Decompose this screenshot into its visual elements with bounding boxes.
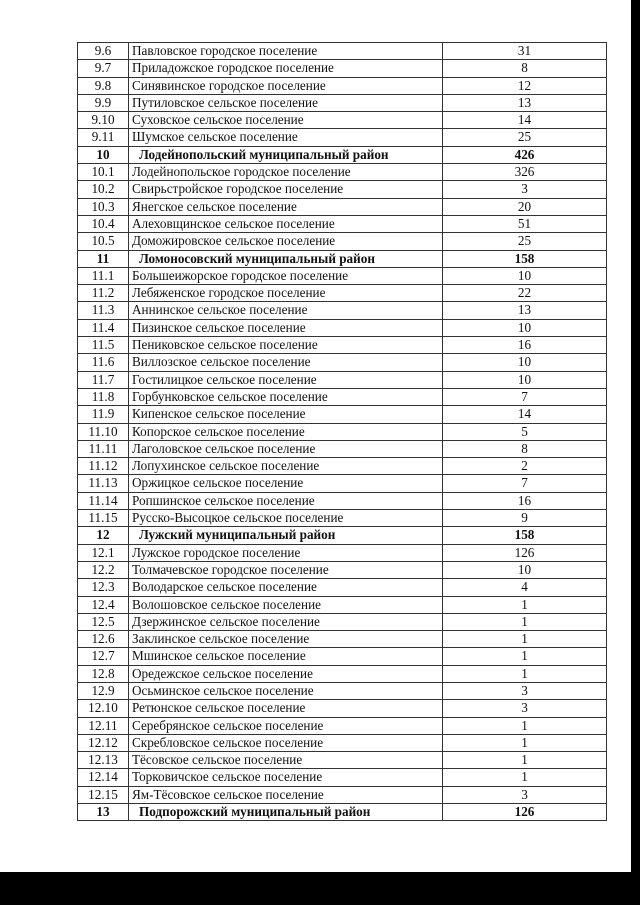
- settlement-value: 126: [443, 544, 607, 561]
- table-row: [78, 129, 607, 146]
- district-row: [78, 527, 607, 544]
- table-row: [78, 769, 607, 786]
- row-number: 9.10: [78, 112, 129, 129]
- settlement-name: Гостилицкое сельское поселение: [129, 371, 443, 388]
- settlement-name: Оредежское сельское поселение: [129, 665, 443, 682]
- settlement-value: 3: [443, 786, 607, 803]
- settlement-name: Серебрянское сельское поселение: [129, 717, 443, 734]
- settlement-value: 4: [443, 579, 607, 596]
- table-row: [78, 94, 607, 111]
- settlement-value: 426: [443, 146, 607, 163]
- row-number: 12.8: [78, 665, 129, 682]
- district-row: [78, 250, 607, 267]
- settlement-name: Горбунковское сельское поселение: [129, 388, 443, 405]
- table-row: [78, 77, 607, 94]
- settlement-name: Мшинское сельское поселение: [129, 648, 443, 665]
- table-row: [78, 388, 607, 405]
- table-row: [78, 164, 607, 181]
- settlement-value: 1: [443, 717, 607, 734]
- table-row: [78, 648, 607, 665]
- settlement-name: Подпорожский муниципальный район: [129, 804, 443, 821]
- row-number: 12.15: [78, 786, 129, 803]
- row-number: 11.6: [78, 354, 129, 371]
- settlement-value: 10: [443, 354, 607, 371]
- district-row: [78, 804, 607, 821]
- table-row: [78, 717, 607, 734]
- settlement-value: 14: [443, 406, 607, 423]
- table-row: [78, 302, 607, 319]
- settlement-name: Янегское сельское поселение: [129, 198, 443, 215]
- settlement-value: 7: [443, 388, 607, 405]
- table-row: [78, 665, 607, 682]
- table-row: [78, 475, 607, 492]
- settlement-value: 10: [443, 319, 607, 336]
- row-number: 12.10: [78, 700, 129, 717]
- settlement-name: Копорское сельское поселение: [129, 423, 443, 440]
- row-number: 11.10: [78, 423, 129, 440]
- settlement-name: Большеижорское городское поселение: [129, 267, 443, 284]
- settlement-value: 5: [443, 423, 607, 440]
- table-row: [78, 458, 607, 475]
- row-number: 11.12: [78, 458, 129, 475]
- settlement-name: Оржицкое сельское поселение: [129, 475, 443, 492]
- row-number: 11.7: [78, 371, 129, 388]
- row-number: 10: [78, 146, 129, 163]
- table-row: [78, 354, 607, 371]
- table-row: [78, 406, 607, 423]
- settlement-value: 10: [443, 371, 607, 388]
- settlement-name: Ям-Тёсовское сельское поселение: [129, 786, 443, 803]
- row-number: 12.5: [78, 613, 129, 630]
- row-number: 9.8: [78, 77, 129, 94]
- settlement-value: 2: [443, 458, 607, 475]
- settlement-value: 1: [443, 769, 607, 786]
- settlement-name: Пизинское сельское поселение: [129, 319, 443, 336]
- table-row: [78, 579, 607, 596]
- settlement-value: 7: [443, 475, 607, 492]
- row-number: 9.6: [78, 43, 129, 60]
- settlement-name: Лаголовское сельское поселение: [129, 440, 443, 457]
- settlement-value: 10: [443, 267, 607, 284]
- settlement-value: 25: [443, 129, 607, 146]
- settlement-name: Пениковское сельское поселение: [129, 337, 443, 354]
- settlement-name: Алеховщинское сельское поселение: [129, 215, 443, 232]
- row-number: 9.7: [78, 60, 129, 77]
- row-number: 12.3: [78, 579, 129, 596]
- row-number: 12.14: [78, 769, 129, 786]
- table-row: [78, 233, 607, 250]
- settlement-value: 1: [443, 613, 607, 630]
- settlement-value: 158: [443, 527, 607, 544]
- row-number: 11.13: [78, 475, 129, 492]
- table-row: [78, 43, 607, 60]
- row-number: 12: [78, 527, 129, 544]
- table-row: [78, 596, 607, 613]
- settlement-name: Доможировское сельское поселение: [129, 233, 443, 250]
- row-number: 11.3: [78, 302, 129, 319]
- row-number: 12.4: [78, 596, 129, 613]
- row-number: 12.13: [78, 752, 129, 769]
- table-row: [78, 544, 607, 561]
- settlement-name: Торковичское сельское поселение: [129, 769, 443, 786]
- row-number: 12.1: [78, 544, 129, 561]
- row-number: 12.11: [78, 717, 129, 734]
- settlement-name: Лопухинское сельское поселение: [129, 458, 443, 475]
- settlement-name: Скребловское сельское поселение: [129, 734, 443, 751]
- settlement-name: Толмачевское городское поселение: [129, 561, 443, 578]
- settlement-value: 1: [443, 752, 607, 769]
- table-row: [78, 492, 607, 509]
- settlement-name: Павловское городское поселение: [129, 43, 443, 60]
- settlement-name: Лужский муниципальный район: [129, 527, 443, 544]
- row-number: 11.14: [78, 492, 129, 509]
- settlement-name: Дзержинское сельское поселение: [129, 613, 443, 630]
- row-number: 11.4: [78, 319, 129, 336]
- settlement-value: 20: [443, 198, 607, 215]
- settlement-value: 16: [443, 492, 607, 509]
- settlement-name: Заклинское сельское поселение: [129, 631, 443, 648]
- table-row: [78, 285, 607, 302]
- table-row: [78, 440, 607, 457]
- settlement-name: Осьминское сельское поселение: [129, 682, 443, 699]
- row-number: 10.1: [78, 164, 129, 181]
- table-row: [78, 112, 607, 129]
- settlement-value: 25: [443, 233, 607, 250]
- settlement-value: 9: [443, 510, 607, 527]
- scan-bottom-band: [0, 872, 640, 905]
- settlement-value: 1: [443, 665, 607, 682]
- table-row: [78, 319, 607, 336]
- settlement-value: 1: [443, 596, 607, 613]
- settlement-name: Свирьстройское городское поселение: [129, 181, 443, 198]
- row-number: 11.1: [78, 267, 129, 284]
- row-number: 12.7: [78, 648, 129, 665]
- settlement-name: Аннинское сельское поселение: [129, 302, 443, 319]
- settlement-name: Приладожское городское поселение: [129, 60, 443, 77]
- settlement-value: 14: [443, 112, 607, 129]
- settlement-name: Синявинское городское поселение: [129, 77, 443, 94]
- table-row: [78, 181, 607, 198]
- row-number: 12.2: [78, 561, 129, 578]
- row-number: 11.9: [78, 406, 129, 423]
- settlement-value: 16: [443, 337, 607, 354]
- row-number: 9.11: [78, 129, 129, 146]
- settlement-value: 126: [443, 804, 607, 821]
- table-row: [78, 60, 607, 77]
- row-number: 10.4: [78, 215, 129, 232]
- table-row: [78, 786, 607, 803]
- table-row: [78, 267, 607, 284]
- table-row: [78, 215, 607, 232]
- row-number: 12.6: [78, 631, 129, 648]
- row-number: 9.9: [78, 94, 129, 111]
- row-number: 11.2: [78, 285, 129, 302]
- table-row: [78, 371, 607, 388]
- settlement-value: 51: [443, 215, 607, 232]
- row-number: 13: [78, 804, 129, 821]
- settlement-name: Лодейнопольский муниципальный район: [129, 146, 443, 163]
- table-row: [78, 613, 607, 630]
- settlement-name: Волошовское сельское поселение: [129, 596, 443, 613]
- settlement-value: 13: [443, 94, 607, 111]
- table-row: [78, 423, 607, 440]
- settlement-name: Путиловское сельское поселение: [129, 94, 443, 111]
- settlement-value: 22: [443, 285, 607, 302]
- table-row: [78, 631, 607, 648]
- table-row: [78, 682, 607, 699]
- settlement-name: Ломоносовский муниципальный район: [129, 250, 443, 267]
- table-row: [78, 700, 607, 717]
- settlement-value: 3: [443, 682, 607, 699]
- settlement-name: Лодейнопольское городское поселение: [129, 164, 443, 181]
- settlement-name: Лебяженское городское поселение: [129, 285, 443, 302]
- row-number: 11.11: [78, 440, 129, 457]
- settlement-value: 10: [443, 561, 607, 578]
- settlement-value: 158: [443, 250, 607, 267]
- settlement-value: 12: [443, 77, 607, 94]
- settlement-value: 3: [443, 181, 607, 198]
- settlement-value: 3: [443, 700, 607, 717]
- row-number: 10.5: [78, 233, 129, 250]
- row-number: 11.5: [78, 337, 129, 354]
- settlement-name: Ропшинское сельское поселение: [129, 492, 443, 509]
- settlement-name: Суховское сельское поселение: [129, 112, 443, 129]
- table-row: [78, 198, 607, 215]
- settlement-name: Виллозское сельское поселение: [129, 354, 443, 371]
- table-body: [78, 43, 607, 821]
- row-number: 11.8: [78, 388, 129, 405]
- settlement-name: Ретюнское сельское поселение: [129, 700, 443, 717]
- row-number: 12.12: [78, 734, 129, 751]
- row-number: 10.2: [78, 181, 129, 198]
- settlement-value: 31: [443, 43, 607, 60]
- settlement-name: Кипенское сельское поселение: [129, 406, 443, 423]
- row-number: 10.3: [78, 198, 129, 215]
- district-row: [78, 146, 607, 163]
- row-number: 11.15: [78, 510, 129, 527]
- settlement-name: Лужское городское поселение: [129, 544, 443, 561]
- table-row: [78, 337, 607, 354]
- settlements-table: [77, 42, 607, 821]
- row-number: 12.9: [78, 682, 129, 699]
- settlement-name: Тёсовское сельское поселение: [129, 752, 443, 769]
- settlement-value: 1: [443, 648, 607, 665]
- settlement-value: 8: [443, 60, 607, 77]
- scan-edge: [631, 0, 640, 872]
- settlement-value: 8: [443, 440, 607, 457]
- settlement-value: 1: [443, 631, 607, 648]
- table-row: [78, 752, 607, 769]
- table-row: [78, 561, 607, 578]
- settlement-value: 13: [443, 302, 607, 319]
- settlement-name: Русско-Высоцкое сельское поселение: [129, 510, 443, 527]
- settlement-value: 1: [443, 734, 607, 751]
- table-row: [78, 734, 607, 751]
- settlement-name: Володарское сельское поселение: [129, 579, 443, 596]
- settlement-value: 326: [443, 164, 607, 181]
- settlement-name: Шумское сельское поселение: [129, 129, 443, 146]
- table-row: [78, 510, 607, 527]
- row-number: 11: [78, 250, 129, 267]
